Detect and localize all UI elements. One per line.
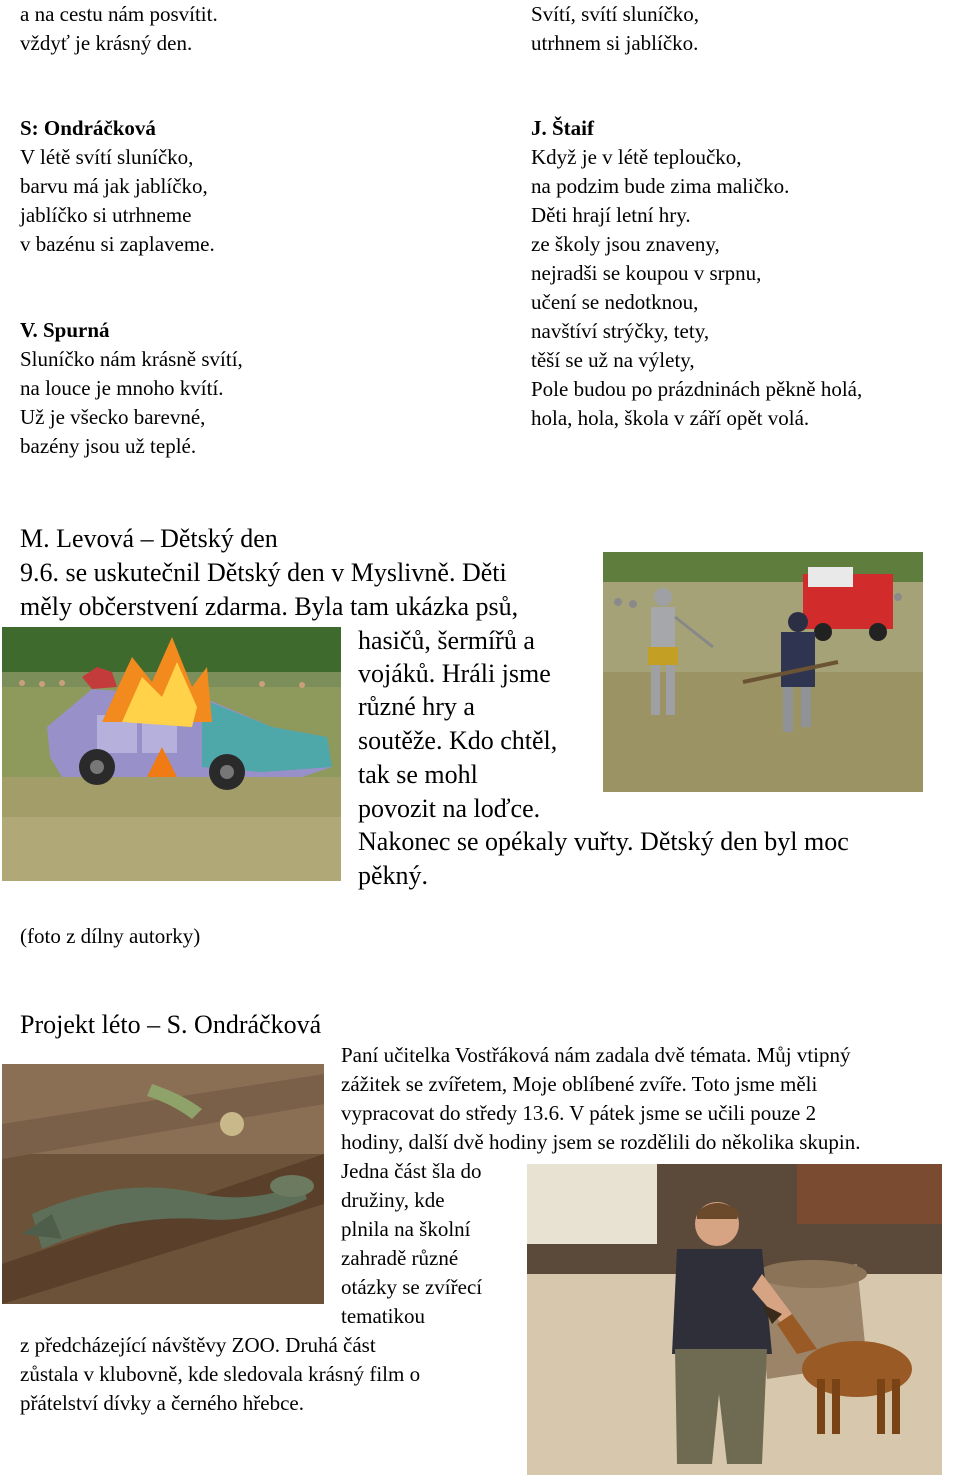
article-line: z předcházející návštěvy ZOO. Druhá část: [20, 1333, 376, 1357]
knights-fighting-photo: [603, 552, 923, 792]
poem-line: v bazénu si zaplaveme.: [20, 232, 215, 256]
poem-line: ze školy jsou znaveny,: [531, 232, 720, 256]
poem-ondrackova: [20, 114, 215, 259]
article-line: tematikou: [341, 1304, 425, 1328]
article-line: družiny, kde: [341, 1188, 445, 1212]
article-line: Jedna část šla do: [341, 1159, 482, 1183]
poem-author: V. Spurná: [20, 318, 110, 342]
article-line: soutěže. Kdo chtěl,: [358, 726, 558, 755]
boy-with-goat-photo: [527, 1164, 942, 1475]
article-title: Projekt léto – S. Ondráčková: [20, 1010, 322, 1039]
article-line: otázky se zvířecí: [341, 1275, 483, 1299]
poem-line: nejradši se koupou v srpnu,: [531, 261, 762, 285]
article-line: vypracovat do středy 13.6. V pátek jsme se učili pouze 2: [341, 1101, 817, 1125]
poem-line: těší se už na výlety,: [531, 348, 695, 372]
article-line: vojáků. Hráli jsme: [358, 659, 551, 688]
poem-line: barvu má jak jablíčko,: [20, 174, 208, 198]
article-line: hasičů, šermířů a: [358, 626, 535, 655]
poem-line: na podzim bude zima maličko.: [531, 174, 790, 198]
article-line: hodiny, další dvě hodiny jsem se rozdělili do několika skupin.: [341, 1130, 861, 1154]
poem-line: navštíví strýčky, tety,: [531, 319, 710, 343]
poem-line: Už je všecko barevné,: [20, 405, 206, 429]
article-line: měly občerstvení zdarma. Byla tam ukázka psů,: [20, 592, 519, 621]
article-title: M. Levová – Dětský den: [20, 524, 278, 553]
poem-line: Sluníčko nám krásně svítí,: [20, 347, 243, 371]
article-line: plnila na školní: [341, 1217, 471, 1241]
article-line: tak se mohl: [358, 760, 478, 789]
poem-line: utrhnem si jablíčko.: [531, 31, 699, 55]
poem-top-right: [531, 0, 699, 58]
poem-spurna: [20, 316, 243, 461]
article-line: Paní učitelka Vostřáková nám zadala dvě témata. Můj vtipný: [341, 1043, 851, 1067]
poem-staif: [531, 114, 862, 433]
article-line: Nakonec se opékaly vuřty. Dětský den byl moc: [358, 827, 849, 856]
article-line: 9.6. se uskutečnil Dětský den v Myslivně. Děti: [20, 558, 507, 587]
poem-line: Svítí, svítí sluníčko,: [531, 2, 700, 26]
poem-line: Děti hrají letní hry.: [531, 203, 691, 227]
article-line: pěkný.: [358, 861, 429, 890]
article-line: různé hry a: [358, 692, 475, 721]
poem-author: S: Ondráčková: [20, 116, 156, 140]
article-line: zážitek se zvířetem, Moje oblíbené zvíře. Toto jsme měli: [341, 1072, 818, 1096]
poem-line: hola, hola, škola v září opět volá.: [531, 406, 810, 430]
poem-line: Když je v létě teploučko,: [531, 145, 742, 169]
burning-car-photo: [2, 627, 341, 881]
poem-line: Pole budou po prázdninách pěkně holá,: [531, 377, 863, 401]
article-line: zůstala v klubovně, kde sledovala krásný film o: [20, 1362, 421, 1386]
poem-line: a na cestu nám posvítit.: [20, 2, 218, 26]
poem-line: bazény jsou už teplé.: [20, 434, 197, 458]
poem-line: V létě svítí sluníčko,: [20, 145, 194, 169]
article-line: povozit na loďce.: [358, 794, 541, 823]
poem-top-left: [20, 0, 218, 58]
poem-line: vždyť je krásný den.: [20, 31, 193, 55]
article-line: zahradě různé: [341, 1246, 459, 1270]
lizard-photo: [2, 1064, 324, 1304]
poem-line: jablíčko si utrhneme: [20, 203, 192, 227]
article-line: přátelství dívky a černého hřebce.: [20, 1391, 304, 1415]
poem-line: na louce je mnoho kvítí.: [20, 376, 224, 400]
poem-author: J. Štaif: [531, 116, 594, 140]
photo-caption: (foto z dílny autorky): [20, 924, 201, 948]
poem-line: učení se nedotknou,: [531, 290, 699, 314]
